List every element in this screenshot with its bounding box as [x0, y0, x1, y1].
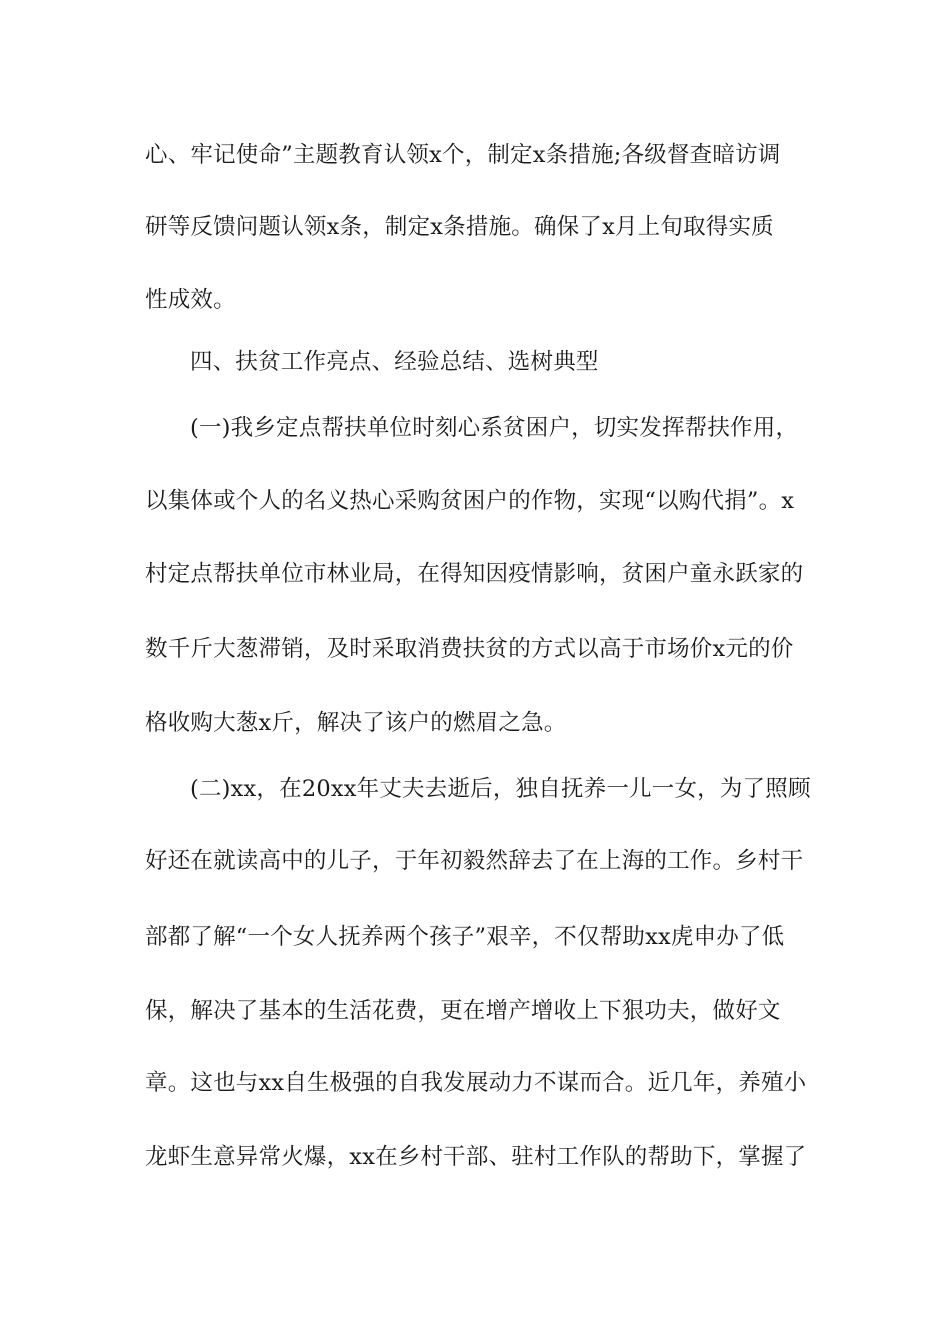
section-heading: 四、扶贫工作亮点、经验总结、选树典型: [190, 349, 599, 375]
text-line-8: 数千斤大葱滞销，及时采取消费扶贫的方式以高于市场价x元的价: [145, 636, 794, 662]
text-line-9: 格收购大葱x斤，解决了该户的燃眉之急。: [145, 710, 567, 736]
text-line-10: (二)xx，在20xx年丈夫去逝后，独自抚养一儿一女，为了照顾: [190, 776, 811, 802]
text-line-12: 部都了解“一个女人抚养两个孩子”艰辛，不仅帮助xx虎申办了低: [145, 924, 785, 950]
text-line-13: 保，解决了基本的生活花费，更在增产增收上下狠功夫，做好文: [145, 998, 781, 1024]
text-line-6: 以集体或个人的名义热心采购贫困户的作物，实现“以购代捐”。x: [145, 488, 795, 514]
text-line-15: 龙虾生意异常火爆，xx在乡村干部、驻村工作队的帮助下，掌握了: [145, 1144, 807, 1170]
text-line-3: 性成效。: [145, 287, 236, 313]
text-line-1: 心、牢记使命”主题教育认领x个，制定x条措施;各级督查暗访调: [145, 142, 781, 168]
text-line-7: 村定点帮扶单位市林业局，在得知因疫情影响，贫困户童永跃家的: [145, 561, 804, 587]
text-line-14: 章。这也与xx自生极强的自我发展动力不谋而合。近几年，养殖小: [145, 1070, 807, 1096]
text-line-5: (一)我乡定点帮扶单位时刻心系贫困户，切实发挥帮扶作用，: [190, 415, 799, 441]
text-line-11: 好还在就读高中的儿子，于年初毅然辞去了在上海的工作。乡村干: [145, 848, 804, 874]
text-line-2: 研等反馈问题认领x条，制定x条措施。确保了x月上旬取得实质: [145, 214, 774, 240]
